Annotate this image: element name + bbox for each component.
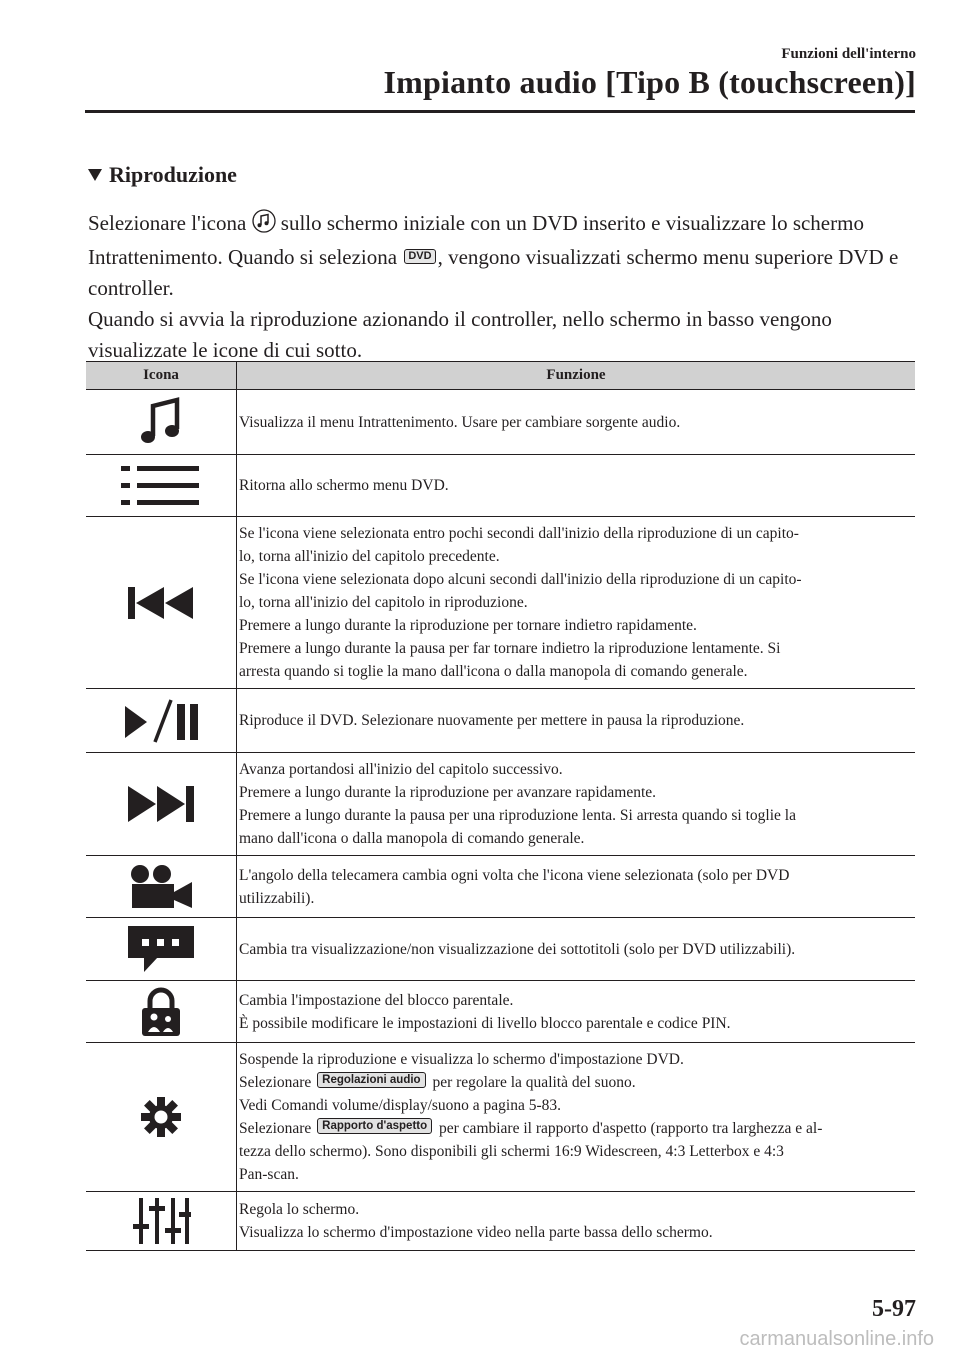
function-cell [237, 390, 916, 455]
intro-paragraph-1 [88, 208, 918, 304]
desc-line: Premere a lungo durante la riproduzione per avanzare rapidamente. [239, 784, 657, 801]
parental-lock-icon [138, 987, 184, 1037]
desc-line: lo, torna all'inizio del capitolo in riproduzione. [239, 594, 528, 611]
table-row [86, 1043, 915, 1192]
desc-line: Riproduce il DVD. Selezionare nuovamente per mettere in pausa la riproduzione. [239, 712, 745, 729]
function-cell [237, 1192, 916, 1251]
desc-line: Visualizza lo schermo d'impostazione video nella parte bassa dello schermo. [239, 1224, 713, 1241]
table-header-row [86, 362, 915, 390]
desc-line: Premere a lungo durante la riproduzione per tornare indietro rapidamente. [239, 617, 697, 634]
desc-line: Regola lo schermo. [239, 1201, 360, 1218]
subheading-text: Riproduzione [109, 162, 237, 187]
header-rule [85, 110, 915, 113]
page-title: Impianto audio [Tipo B (touchscreen)] [383, 64, 916, 100]
icon-cell [86, 1192, 237, 1251]
intro-text-a: Selezionare l'icona [88, 211, 247, 235]
desc-line: Premere a lungo durante la pausa per una riproduzione lenta. Si arresta quando si toglie la [239, 807, 796, 824]
icon-cell [86, 689, 237, 753]
icon-cell [86, 390, 237, 455]
desc-line: mano dall'icona o dalla manopola di comando generale. [239, 830, 585, 847]
function-cell [237, 455, 916, 517]
icon-cell [86, 455, 237, 517]
select-text: Selezionare [239, 1074, 312, 1091]
desc-line: arresta quando si toglie la mano dall'icona o dalla manopola di comando generale. [239, 663, 748, 680]
intro-text [88, 208, 918, 366]
desc-line: Pan-scan. [239, 1166, 299, 1183]
icon-cell [86, 753, 237, 856]
intro-text-c: , vengono visualizzati schermo menu superiore DVD e controller. [88, 245, 899, 300]
icon-cell [86, 918, 237, 981]
select-text: Selezionare [239, 1120, 312, 1137]
music-note-inline-icon [252, 209, 276, 242]
table-row [86, 1192, 915, 1251]
play-pause-icon [121, 698, 201, 744]
table-row [86, 856, 915, 918]
function-cell [237, 1043, 916, 1192]
desc-line: L'angolo della telecamera cambia ogni volta che l'icona viene selezionata (solo per DVD [239, 866, 790, 884]
table-row [86, 455, 915, 517]
icon-cell [86, 981, 237, 1043]
subtitles-icon [126, 924, 196, 974]
section-header: Funzioni dell'interno [781, 46, 916, 62]
desc-line: Cambia l'impostazione del blocco parentale. [239, 991, 514, 1009]
table-row [86, 753, 915, 856]
list-icon [121, 466, 201, 506]
intro-text-b: sullo schermo iniziale con un DVD inserito e visualizzare lo schermo Intrattenimento. Quando si seleziona [88, 211, 864, 269]
intro-paragraph-2: Quando si avvia la riproduzione azionando il controller, nello schermo in basso vengono visualizzate le icone di cui sotto. [88, 307, 832, 362]
page-number: 5-97 [872, 1296, 916, 1322]
gear-icon [139, 1095, 183, 1139]
music-note-icon [136, 396, 186, 448]
video-camera-icon [126, 864, 196, 910]
function-cell [237, 517, 916, 689]
equalizer-sliders-icon [131, 1196, 191, 1246]
desc-line: Vedi Comandi volume/display/suono a pagina 5-83. [239, 1097, 562, 1114]
watermark: carmanualsonline.info [739, 1328, 934, 1350]
table-row [86, 918, 915, 981]
desc-line: tezza dello schermo). Sono disponibili gli schermi 16:9 Widescreen, 4:3 Letterbox e 4:3 [239, 1143, 784, 1160]
desc-line: Premere a lungo durante la pausa per far tornare indietro la riproduzione lentamente. Si [239, 640, 781, 657]
after-text: per cambiare il rapporto d'aspetto (rapporto tra larghezza e al- [439, 1120, 823, 1137]
desc-line: È possibile modificare le impostazioni di livello blocco parentale e codice PIN. [239, 1014, 731, 1032]
icon-cell [86, 517, 237, 689]
function-cell [237, 753, 916, 856]
function-column-header: Funzione [237, 362, 916, 390]
skip-next-icon [126, 784, 196, 824]
desc-line: Se l'icona viene selezionata dopo alcuni secondi dall'inizio della riproduzione di un capito- [239, 571, 802, 588]
function-cell [237, 856, 916, 918]
desc-line: Sospende la riproduzione e visualizza lo schermo d'impostazione DVD. [239, 1051, 684, 1068]
dvd-button-badge: DVD [404, 249, 435, 264]
desc-line: Visualizza il menu Intrattenimento. Usare per cambiare sorgente audio. [239, 413, 681, 431]
icon-cell [86, 856, 237, 918]
skip-previous-icon [126, 585, 196, 621]
desc-line: lo, torna all'inizio del capitolo precedente. [239, 548, 500, 565]
function-cell [237, 981, 916, 1043]
desc-line: Avanza portandosi all'inizio del capitolo successivo. [239, 761, 563, 778]
function-cell [237, 918, 916, 981]
desc-line [239, 1117, 912, 1140]
desc-line: Se l'icona viene selezionata entro pochi secondi dall'inizio della riproduzione di un capito- [239, 525, 799, 542]
audio-settings-button: Regolazioni audio [317, 1072, 425, 1088]
table-row [86, 517, 915, 689]
function-cell [237, 689, 916, 753]
icon-cell [86, 1043, 237, 1192]
table-row [86, 981, 915, 1043]
desc-line: Cambia tra visualizzazione/non visualizzazione dei sottotitoli (solo per DVD utilizzabili). [239, 940, 796, 958]
aspect-ratio-button: Rapporto d'aspetto [317, 1118, 432, 1134]
after-text: per regolare la qualità del suono. [432, 1074, 636, 1091]
table-row [86, 390, 915, 455]
desc-line [239, 1071, 912, 1094]
icon-column-header: Icona [86, 362, 237, 390]
subheading [88, 162, 237, 188]
desc-line: Ritorna allo schermo menu DVD. [239, 477, 449, 494]
triangle-bullet-icon [88, 162, 102, 188]
function-table [86, 361, 915, 1251]
table-row [86, 689, 915, 753]
desc-line: utilizzabili). [239, 889, 315, 907]
